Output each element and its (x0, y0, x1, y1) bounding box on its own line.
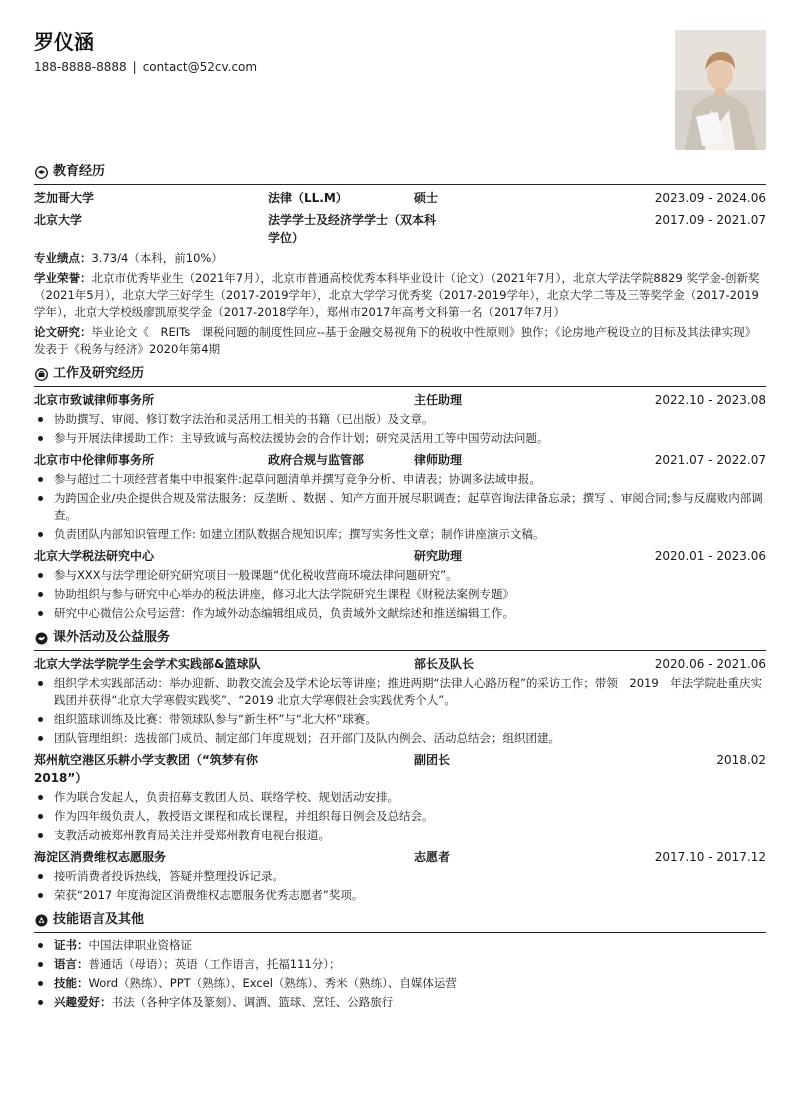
activity-bullets (34, 868, 766, 904)
list-item (34, 956, 766, 973)
contact-separator: | (132, 60, 137, 74)
profile-photo-illustration (675, 30, 766, 150)
honors-text: 北京市优秀毕业生（2021年7月），北京市普通高校优秀本科毕业设计（论文）（2021年7月），北京大学法学院8829 奖学金-创新奖（2021年5月），北京大学三好学生（2017-2019学年），北京大学学习优秀奖（2017-2019学年），北京大学二等及三等奖学金（2017-2019学年），北京大学校级廖凯原奖学金（2017-2018学年），郑州市2017年高考文科第一名（2017年7月） (34, 271, 760, 319)
date-range: 2021.07 - 2022.07 (654, 453, 766, 467)
department (268, 391, 414, 409)
date-range: 2017.10 - 2017.12 (654, 850, 766, 864)
gpa-label: 专业绩点： (34, 251, 92, 265)
skills-title: 技能语言及其他 (53, 912, 145, 927)
date-range: 2023.09 - 2024.06 (654, 191, 766, 205)
organization-name: 北京大学税法研究中心 (34, 549, 155, 563)
department (268, 547, 414, 565)
date-range: 2018.02 (716, 753, 766, 767)
school-name: 北京大学 (34, 213, 83, 227)
research-line (34, 324, 766, 358)
date-range: 2020.06 - 2021.06 (654, 657, 766, 671)
list-item (34, 994, 766, 1011)
research-text: 毕业论文《 REITs 课税问题的制度性回应--基于金融交易视角下的税收中性原则》独作；《论房地产税设立的目标及其法律实现》发表于《税务与经济》2020年第4期 (34, 325, 757, 356)
education-entry (34, 189, 766, 207)
major: 法律（LL.M） (268, 191, 348, 205)
handshake-icon (34, 631, 49, 646)
skill-text: Word（熟练）、PPT（熟练）、Excel（熟练）、秀米（熟练）、自媒体运营 (88, 976, 457, 990)
date-range: 2017.09 - 2021.07 (654, 213, 766, 227)
work-entry (34, 451, 766, 469)
role: 副团长 (414, 753, 451, 767)
work-entry (34, 391, 766, 409)
list-item: 协助撰写、审阅、修订数字法治和灵活用工相关的书籍（已出版）及文章。 (34, 411, 766, 428)
skill-label: 语言： (54, 957, 89, 971)
resume-header (34, 28, 766, 156)
work-section-title (34, 364, 766, 387)
role: 研究助理 (414, 549, 463, 563)
contact-line (34, 58, 766, 76)
major: 法学学士及经济学学士（双本科学位） (268, 213, 437, 245)
activity-bullets (34, 675, 766, 747)
role: 志愿者 (414, 850, 451, 864)
organization-name: 郑州航空港区乐耕小学支教团（“筑梦有你 2018”） (34, 753, 258, 785)
education-entry (34, 211, 766, 247)
school-name: 芝加哥大学 (34, 191, 95, 205)
degree: 硕士 (414, 191, 439, 205)
resume-page (34, 28, 766, 1011)
activity-entry (34, 751, 766, 787)
skill-label: 证书： (54, 938, 89, 952)
role: 律师助理 (414, 453, 463, 467)
candidate-name: 罗仪涵 (34, 30, 94, 54)
profile-photo (675, 30, 766, 150)
work-entry (34, 547, 766, 565)
list-item: 组织学术实践部活动：举办迎新、助教交流会及学术论坛等讲座；推进两期“法律人心路历程”的采访工作；带领 2019 年法学院赴重庆实践团并获得“北京大学寒假实践奖”、“2019 北京大学寒假社会实践优秀个人”。 (34, 675, 766, 709)
list-item: 团队管理组织：选拔部门成员、制定部门年度规划；召开部门及队内例会、活动总结会；组织团建。 (34, 730, 766, 747)
role: 主任助理 (414, 393, 463, 407)
date-range: 2020.01 - 2023.06 (654, 549, 766, 563)
organization-name: 北京市中伦律师事务所 (34, 453, 155, 467)
skill-text: 普通话（母语）；英语（工作语言，托福111分）； (88, 957, 341, 971)
date-range: 2022.10 - 2023.08 (654, 393, 766, 407)
gpa-text: 3.73/4（本科，前10%） (91, 251, 223, 265)
honors-label: 学业荣誉： (34, 271, 92, 285)
organization-name: 海淀区消费维权志愿服务 (34, 850, 167, 864)
list-item: 研究中心微信公众号运营：作为域外动态编辑组成员，负责域外文献综述和推送编辑工作。 (34, 605, 766, 622)
phone-number: 188-8888-8888 (34, 60, 127, 74)
skill-label: 兴趣爱好： (54, 995, 112, 1009)
activities-title: 课外活动及公益服务 (53, 630, 171, 645)
list-item: 参与超过二十项经营者集中申报案件:起草问题清单并撰写竞争分析、申请表；协调多法域申报。 (34, 471, 766, 488)
list-item: 为跨国企业/央企提供合规及常法服务：反垄断 、数据 、知产方面开展尽职调查；起草咨询法律备忘录；撰写 、审阅合同;参与反腐败内部调查。 (34, 490, 766, 524)
activity-bullets (34, 789, 766, 844)
degree (440, 211, 534, 247)
skill-text: 书法（各种字体及篆刻）、调酒、篮球、烹饪、公路旅行 (111, 995, 394, 1009)
list-item (34, 937, 766, 954)
list-item: 协助组织与参与研究中心举办的税法讲座，修习北大法学院研究生课程《财税法案例专题》 (34, 586, 766, 603)
work-bullets (34, 471, 766, 543)
department: 政府合规与监管部 (268, 453, 365, 467)
work-bullets (34, 411, 766, 447)
work-title: 工作及研究经历 (53, 366, 145, 381)
list-item: 参与开展法律援助工作：主导致诚与高校法援协会的合作计划；研究灵活用工等中国劳动法问题。 (34, 430, 766, 447)
list-item: 负责团队内部知识管理工作: 如建立团队数据合规知识库；撰写实务性文章；制作讲座演示文稿。 (34, 526, 766, 543)
list-item: 接听消费者投诉热线，答疑并整理投诉记录。 (34, 868, 766, 885)
list-item: 组织篮球训练及比赛：带领球队参与“新生杯”与“北大杯”球赛。 (34, 711, 766, 728)
skill-label: 技能： (54, 976, 89, 990)
list-item: 参与XXX与法学理论研究研究项目一般课题“优化税收营商环境法律问题研究”。 (34, 567, 766, 584)
list-item: 作为四年级负责人，教授语文课程和成长课程，并组织每日例会及总结会。 (34, 808, 766, 825)
education-title: 教育经历 (53, 164, 106, 179)
education-section-title (34, 162, 766, 185)
list-item (34, 975, 766, 992)
list-item: 支教活动被郑州教育局关注并受郑州教育电视台报道。 (34, 827, 766, 844)
list-item: 作为联合发起人，负责招募支教团人员、联络学校、规划活动安排。 (34, 789, 766, 806)
organization-name: 北京大学法学院学生会学术实践部&篮球队 (34, 657, 261, 671)
list-item: 荣获“2017 年度海淀区消费维权志愿服务优秀志愿者”奖项。 (34, 887, 766, 904)
briefcase-icon (34, 367, 49, 382)
honors-line (34, 270, 766, 321)
activities-section-title (34, 628, 766, 651)
graduation-icon (34, 165, 49, 180)
email-address: contact@52cv.com (142, 60, 258, 74)
activity-entry (34, 655, 766, 673)
activity-entry (34, 848, 766, 866)
work-bullets (34, 567, 766, 622)
organization-name: 北京市致诚律师事务所 (34, 393, 155, 407)
skills-section-title (34, 910, 766, 933)
badge-icon (34, 913, 49, 928)
research-label: 论文研究： (34, 325, 92, 339)
role: 部长及队长 (414, 657, 475, 671)
skills-list (34, 937, 766, 1011)
skill-text: 中国法律职业资格证 (88, 938, 192, 952)
gpa-line (34, 250, 766, 267)
